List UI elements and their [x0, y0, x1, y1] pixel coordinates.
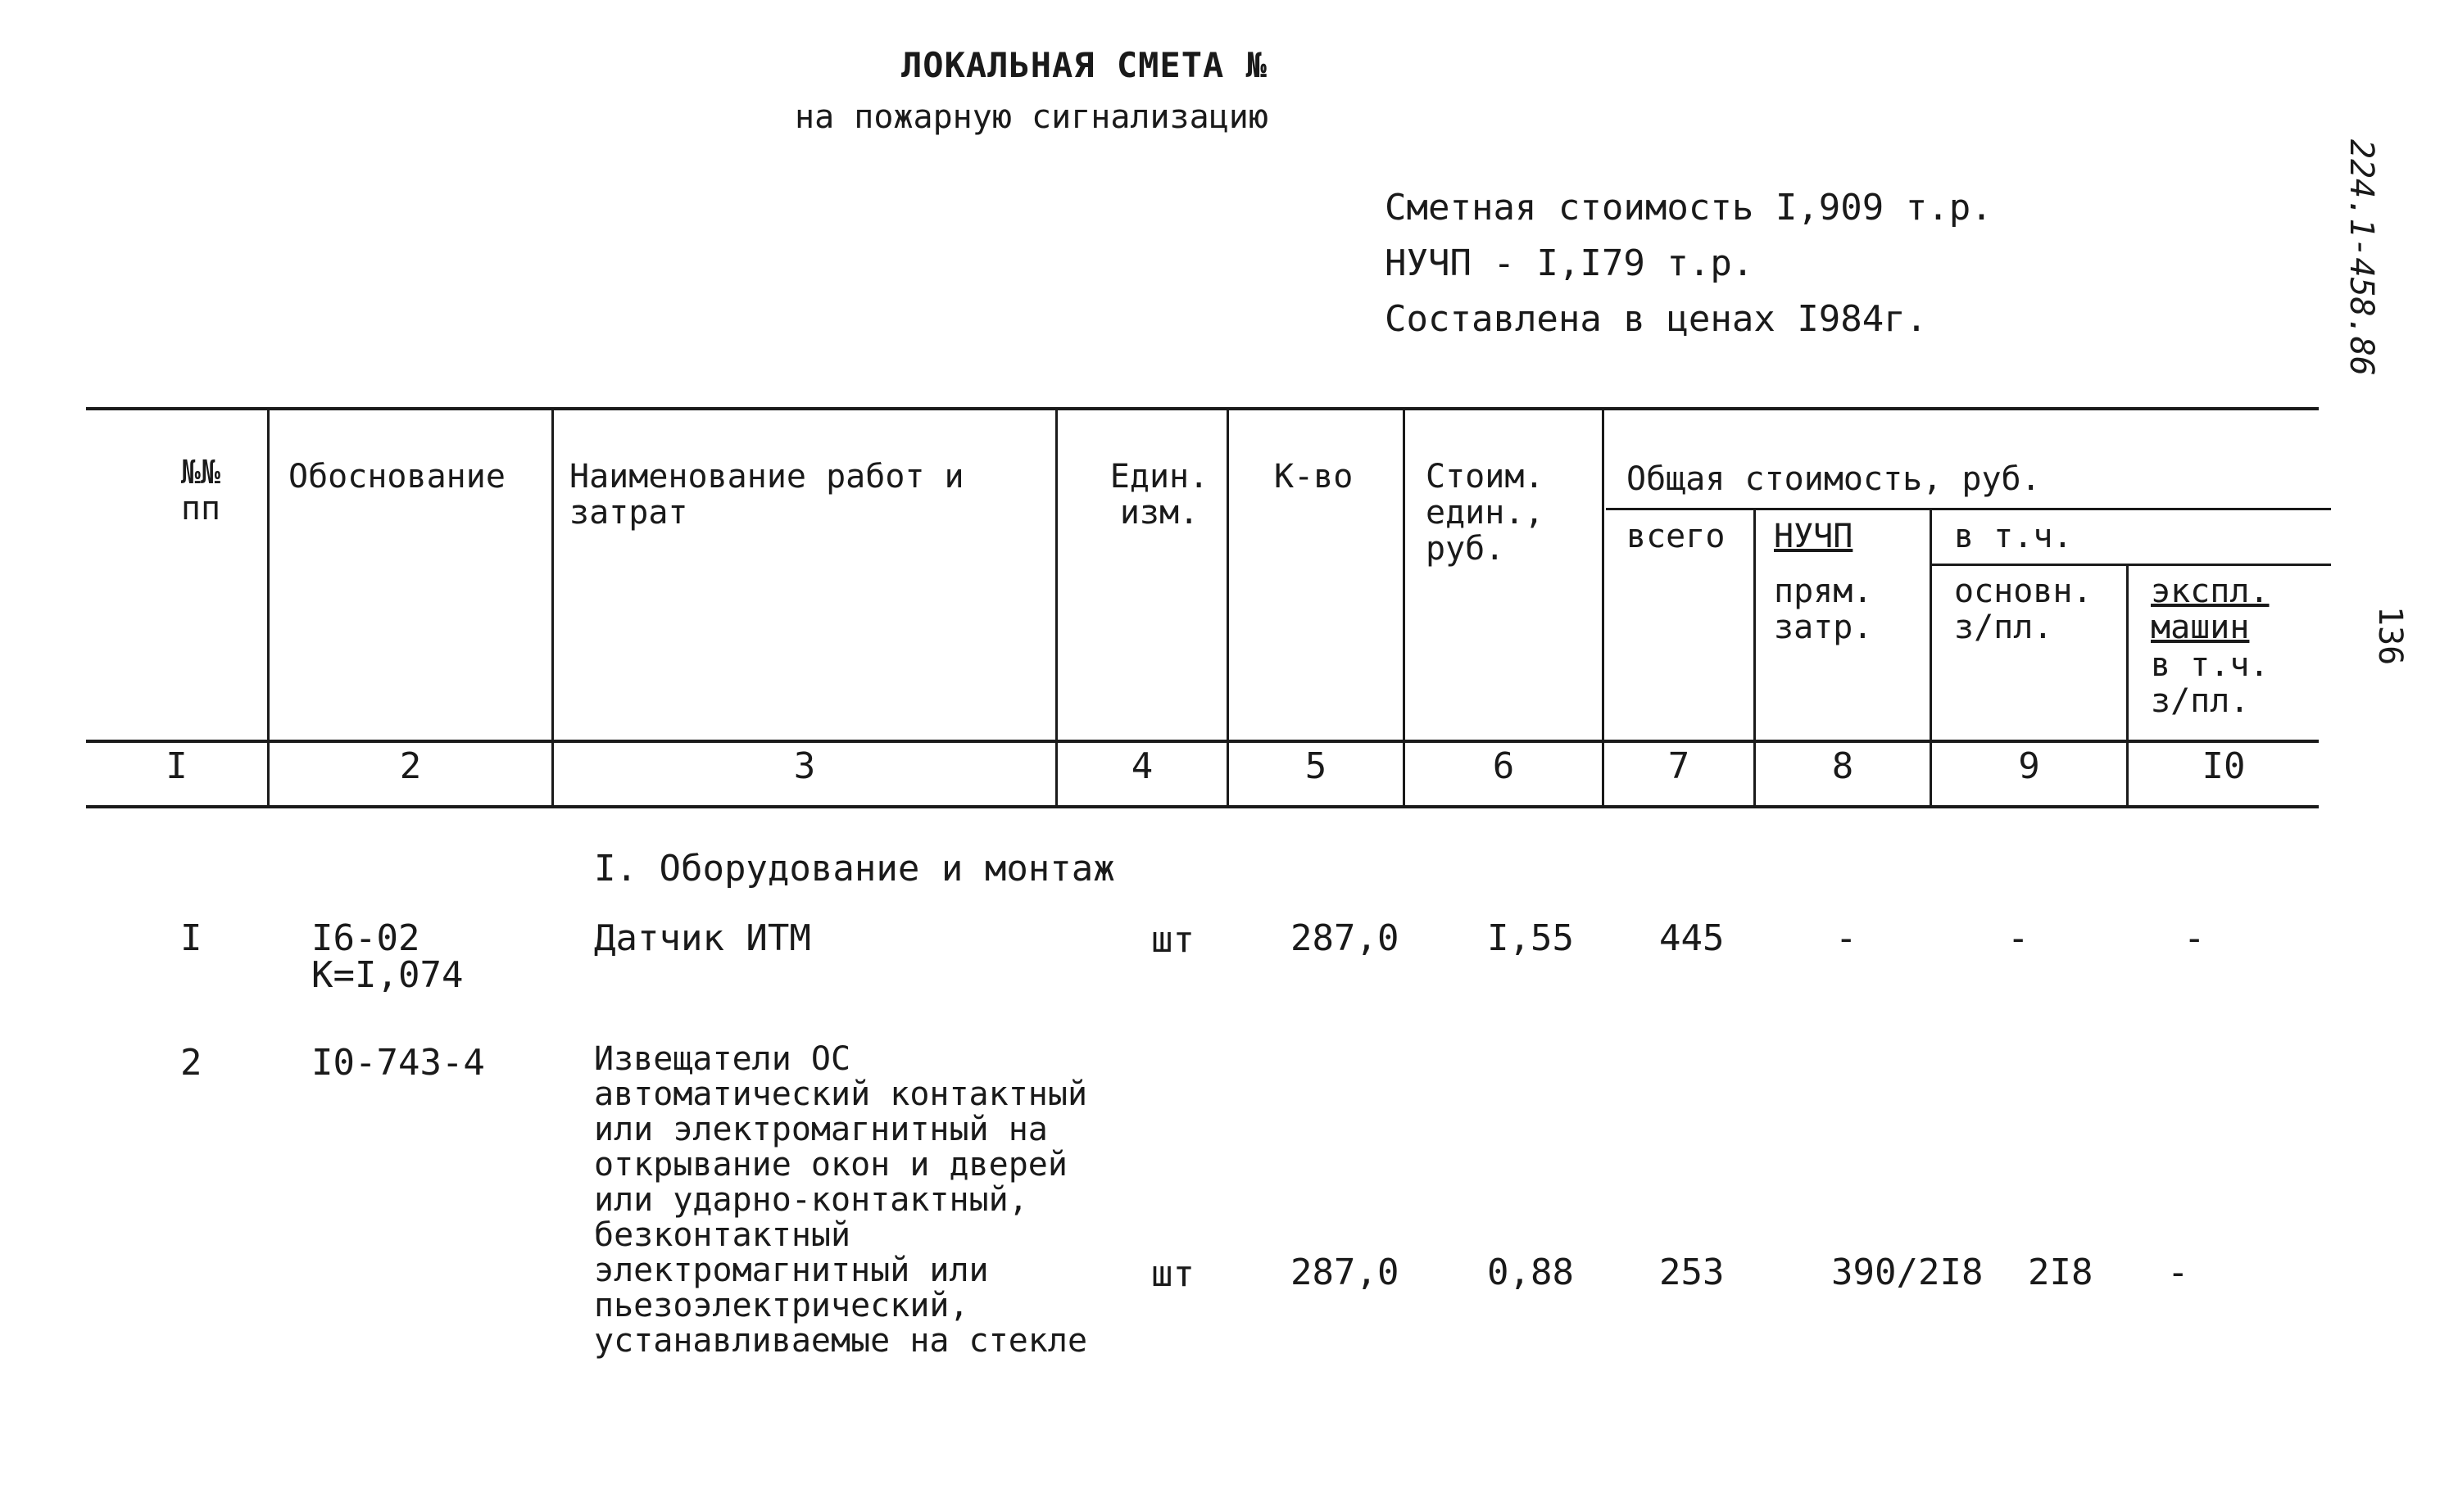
row-2-machines: -	[2167, 1252, 2189, 1293]
header-separator	[86, 740, 2319, 743]
column-number-10: I0	[2202, 745, 2246, 787]
header-number: №№ пп	[180, 454, 221, 527]
header-work-name: Наименование работ и затрат	[569, 458, 964, 532]
row-1-quantity: 287,0	[1290, 917, 1399, 959]
row-2-salary: 2I8	[2028, 1252, 2093, 1293]
row-1-nuchp: -	[1835, 917, 1857, 959]
header-direct-costs: прям. затр.	[1774, 573, 1873, 646]
row-1-unit-cost: I,55	[1487, 917, 1574, 959]
page-number: 136	[2371, 606, 2409, 666]
document-title: ЛОКАЛЬНАЯ СМЕТА №	[901, 45, 1268, 85]
row-2-number: 2	[180, 1042, 202, 1084]
row-1-salary: -	[2007, 917, 2029, 959]
row-2-unit: шт	[1151, 1253, 1195, 1295]
row-1-unit: шт	[1151, 919, 1195, 961]
column-number-1: I	[166, 745, 188, 787]
row-2-unit-cost: 0,88	[1487, 1252, 1574, 1293]
table-top-rule	[86, 407, 2319, 410]
header-quantity: К-во	[1274, 458, 1354, 496]
header-unit-cost: Стоим. един., руб.	[1426, 458, 1544, 568]
column-number-7: 7	[1667, 745, 1690, 787]
row-1-total: 445	[1659, 917, 1725, 959]
row-2-name: Извещатели ОС автоматический контактный или электромагнитный на открывание окон и дверей или ударно-контактный, безконтактный электромагнитный или пьезоэлектрический, устанавливаемые на стекле	[594, 1040, 1088, 1360]
prices-year: Составлена в ценах I984г.	[1385, 298, 1928, 340]
header-nuchp: НУЧП	[1774, 518, 1853, 555]
column-number-8: 8	[1831, 745, 1854, 787]
header-basis: Обоснование	[288, 458, 506, 496]
group-rule	[1606, 508, 2331, 510]
header-base-salary: основн. з/пл.	[1954, 573, 2093, 646]
document-code: 224.1-458.86	[2342, 139, 2380, 376]
header-machine-operation: экспл. машин	[2151, 573, 2270, 646]
header-machine-salary: в т.ч. з/пл.	[2151, 646, 2270, 720]
document-subtitle: на пожарную сигнализацию	[795, 98, 1268, 136]
column-number-3: 3	[793, 745, 816, 787]
header-total: всего	[1626, 518, 1726, 555]
nuchp-total: НУЧП - I,I79 т.р.	[1385, 242, 1754, 284]
column-number-9: 9	[2018, 745, 2040, 787]
column-number-4: 4	[1131, 745, 1154, 787]
header-total-cost-group: Общая стоимость, руб.	[1626, 460, 2041, 498]
column-number-2: 2	[399, 745, 422, 787]
row-1-name: Датчик ИТМ	[594, 917, 811, 959]
column-number-6: 6	[1492, 745, 1515, 787]
column-number-5: 5	[1304, 745, 1327, 787]
row-1-coefficient: К=I,074	[311, 954, 464, 996]
row-1-basis: I6-02	[311, 917, 420, 959]
row-1-number: I	[180, 917, 202, 959]
row-2-basis: I0-743-4	[311, 1042, 485, 1084]
estimated-cost: Сметная стоимость I,909 т.р.	[1385, 187, 1993, 229]
row-2-quantity: 287,0	[1290, 1252, 1399, 1293]
vtch-rule	[1930, 564, 2331, 566]
row-2-nuchp: 390/2I8	[1831, 1252, 1984, 1293]
row-2-total: 253	[1659, 1252, 1725, 1293]
section-title: I. Оборудование и монтаж	[594, 848, 1115, 890]
row-1-machines: -	[2184, 917, 2206, 959]
header-including: в т.ч.	[1954, 518, 2073, 555]
table-header-bottom-rule	[86, 805, 2319, 808]
header-unit: Един. изм.	[1109, 458, 1209, 532]
